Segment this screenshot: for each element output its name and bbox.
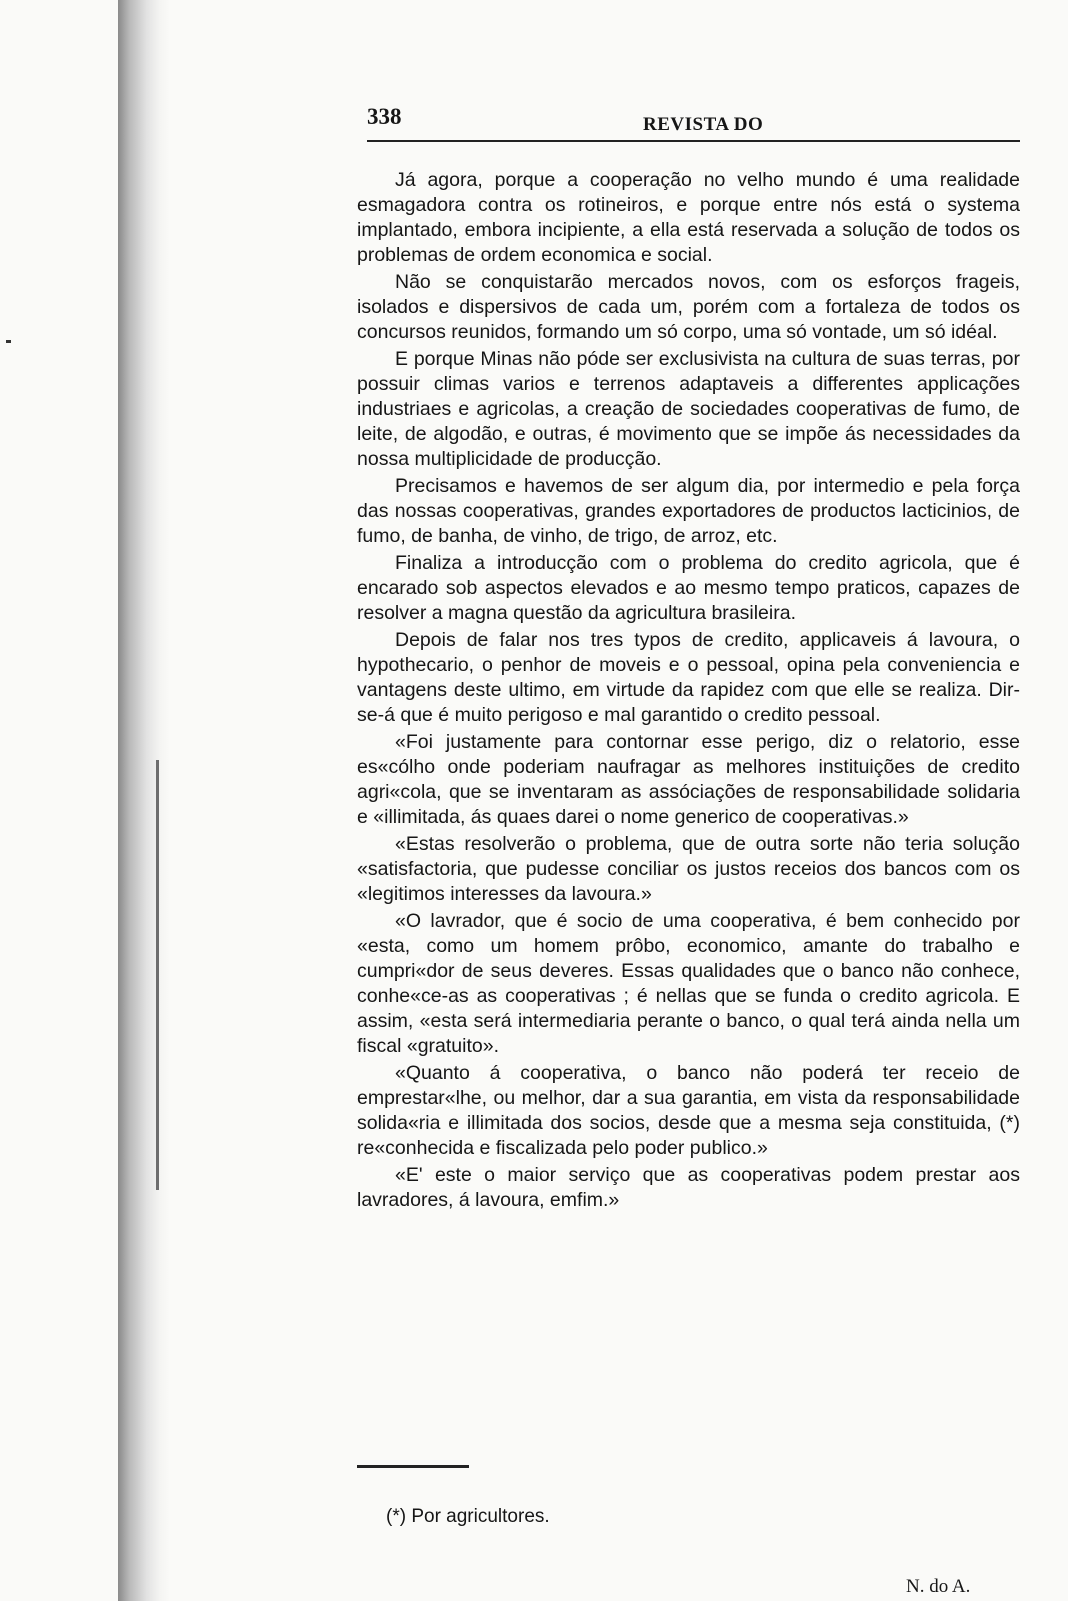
paragraph: «Estas resolverão o problema, que de outra sorte não teria solução «satisfactoria, que pudesse conciliar os justos receios dos bancos com os «legitimos interesses da lavoura.»	[357, 833, 1020, 905]
paragraph: «Foi justamente para contornar esse perigo, diz o relatorio, esse es«cólho onde poderiam naufragar as melhores instituições de credito agri«cola, que se inventaram as assóciações de responsabilidade solidaria e «illimitada, ás quaes darei o nome generico de cooperativas.»	[357, 731, 1020, 828]
paragraph: Não se conquistarão mercados novos, com os esforços frageis, isolados e dispersivos de cada um, porém com a fortaleza de todos os concursos reunidos, formando um só corpo, uma só vontade, um só idéal.	[357, 271, 1020, 343]
binding-gutter-shadow	[118, 0, 170, 1601]
paragraph: «Quanto á cooperativa, o banco não poderá ter receio de emprestar«lhe, ou melhor, dar a sua garantia, em vista da responsabilidade solida«ria e illimitada dos socios, desde que a mesma seja constituida, (*) re«conhecida e fiscalizada pelo poder publico.»	[357, 1062, 1020, 1159]
paragraph: Já agora, porque a cooperação no velho mundo é uma realidade esmagadora contra os rotineiros, e porque entre nós está o systema implantado, embora incipiente, a ella está reservada a solução de todos os problemas de ordem economica e social.	[357, 169, 1020, 266]
binding-gutter-line	[156, 760, 159, 1190]
page-header	[367, 104, 1020, 142]
footnote: (*) Por agricultores.	[386, 1506, 550, 1527]
header-rule	[367, 140, 1020, 142]
paragraph: Depois de falar nos tres typos de credito, applicaveis á lavoura, o hypothecario, o penhor de moveis e o pessoal, opina pela conveniencia e vantagens deste ultimo, em virtude da rapidez com que elle se realiza. Dir-se-á que é muito perigoso e mal garantido o credito pessoal.	[357, 629, 1020, 726]
paragraph: «O lavrador, que é socio de uma cooperativa, é bem conhecido por «esta, como um homem prôbo, economico, amante do trabalho e cumpri«dor de seus deveres. Essas qualidades que o banco não conhece, conhe«ce-as as cooperativas ; é nellas que se funda o credito agricola. E assim, «esta será intermediaria perante o banco, o qual terá ainda nella um fiscal «gratuito».	[357, 910, 1020, 1057]
paragraph: E porque Minas não póde ser exclusivista na cultura de suas terras, por possuir climas varios e terrenos adaptaveis a differentes applicações industriaes e agricolas, a creação de sociedades cooperativas de fumo, de leite, de algodão, e outras, é movimento que se impõe ás necessidades da nossa multiplicidade de producção.	[357, 348, 1020, 470]
paragraph: Precisamos e havemos de ser algum dia, por intermedio e pela força das nossas cooperativas, grandes exportadores de productos lacticinios, de fumo, de banha, de vinho, de trigo, de arroz, etc.	[357, 475, 1020, 547]
note-author: N. do A.	[906, 1576, 971, 1597]
footnote-rule	[357, 1465, 469, 1468]
paragraph: Finaliza a introducção com o problema do credito agricola, que é encarado sob aspectos elevados e ao mesmo tempo praticos, capazes de resolver a magna questão da agricultura brasileira.	[357, 552, 1020, 624]
body-text	[357, 168, 1020, 1215]
running-title: REVISTA DO	[643, 114, 764, 135]
page-number: 338	[367, 104, 402, 129]
paragraph: «E' este o maior serviço que as cooperativas podem prestar aos lavradores, á lavoura, emfim.»	[357, 1164, 1020, 1211]
margin-mark	[6, 340, 11, 343]
